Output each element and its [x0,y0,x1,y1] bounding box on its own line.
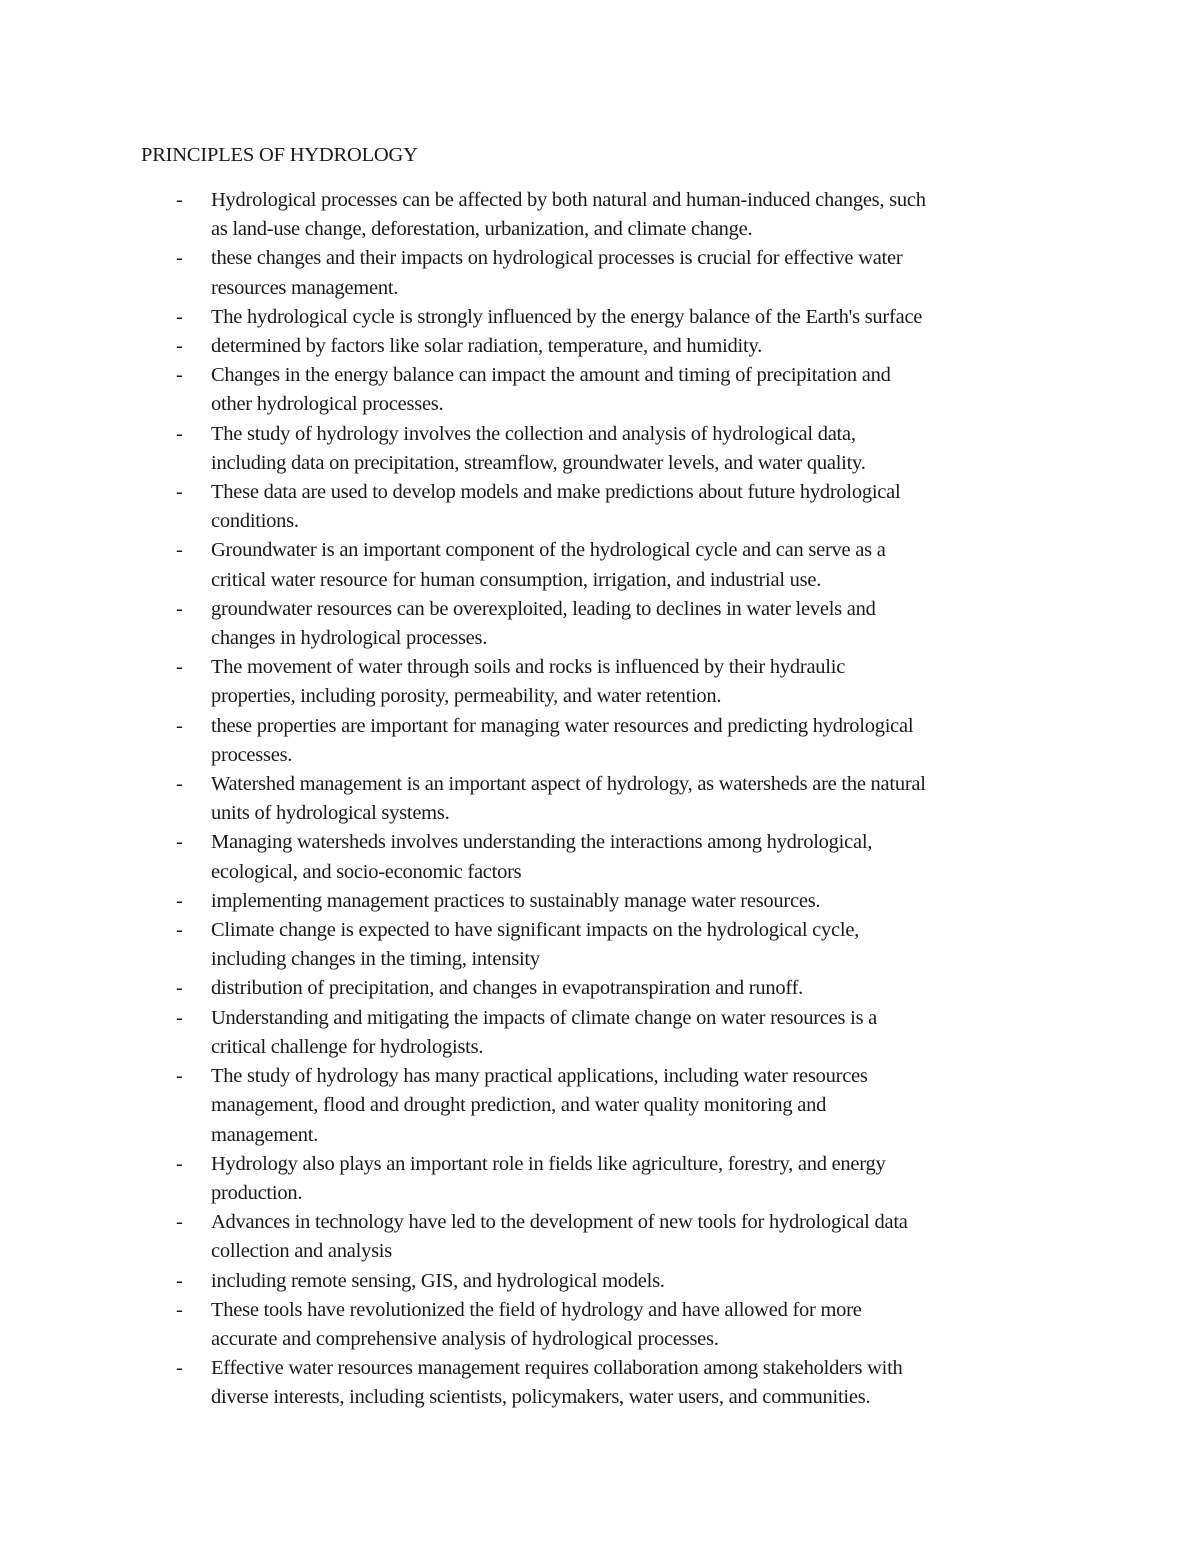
bullet-item [0,244,1071,302]
bullet-text-line: The movement of water through soils and rocks is influenced by their hydraulic [211,656,846,679]
bullet-text-line: management, flood and drought prediction, and water quality monitoring and [211,1094,827,1117]
bullet-text-line: critical water resource for human consumption, irrigation, and industrial use. [211,568,822,591]
bullet-dash: - [176,247,183,270]
document-title: PRINCIPLES OF HYDROLOGY [141,144,418,166]
bullet-dash: - [176,1065,183,1088]
bullet-item [0,887,1071,916]
bullet-item [0,653,1071,711]
bullet-dash: - [176,597,183,620]
bullet-item [0,1004,1071,1062]
bullet-item [0,1208,1071,1266]
bullet-item [0,1150,1071,1208]
bullet-item [0,974,1071,1003]
bullet-dash: - [176,539,183,562]
bullet-item [0,916,1071,974]
bullet-text-line: critical challenge for hydrologists. [211,1035,484,1058]
bullet-text-line: implementing management practices to sustainably manage water resources. [211,889,821,912]
bullet-text-line: Hydrological processes can be affected by both natural and human-induced changes, such [211,189,926,211]
bullet-item [0,828,1071,886]
bullet-dash: - [176,481,183,504]
bullet-dash: - [176,773,183,796]
bullet-dash: - [176,889,183,912]
bullet-dash: - [176,977,183,1000]
bullet-text-line: properties, including porosity, permeability, and water retention. [211,685,722,708]
bullet-item [0,536,1071,594]
bullet-text-line: including changes in the timing, intensity [211,948,540,971]
bullet-dash: - [176,305,183,328]
bullet-dash: - [176,364,183,387]
bullet-dash: - [176,335,183,358]
bullet-item [0,332,1071,361]
bullet-text-line: Watershed management is an important aspect of hydrology, as watersheds are the natural [211,773,926,796]
bullet-text-line: diverse interests, including scientists, policymakers, water users, and communities. [211,1386,871,1409]
bullet-item [0,186,1071,244]
bullet-text-line: These tools have revolutionized the field of hydrology and have allowed for more [211,1298,862,1321]
bullet-item [0,1267,1071,1296]
bullet-text-line: The hydrological cycle is strongly influenced by the energy balance of the Earth's surface [211,305,923,328]
bullet-dash: - [176,1152,183,1175]
bullet-dash: - [176,1211,183,1234]
bullet-dash: - [176,1269,183,1292]
bullet-item [0,1354,1071,1412]
bullet-text-line: These data are used to develop models and make predictions about future hydrological [211,481,901,504]
bullet-text-line: Advances in technology have led to the development of new tools for hydrological data [211,1211,908,1234]
bullet-text-line: Groundwater is an important component of the hydrological cycle and can serve as a [211,539,886,562]
bullet-text-line: accurate and comprehensive analysis of hydrological processes. [211,1327,719,1350]
bullet-text-line: processes. [211,743,293,766]
bullet-item [0,770,1071,828]
bullet-item [0,1062,1071,1150]
bullet-text-line: Understanding and mitigating the impacts of climate change on water resources is a [211,1006,878,1029]
bullet-list [0,186,1200,1413]
bullet-dash: - [176,714,183,737]
bullet-text-line: including data on precipitation, streamflow, groundwater levels, and water quality. [211,451,866,474]
bullet-text-line: conditions. [211,510,299,533]
bullet-text-line: Changes in the energy balance can impact the amount and timing of precipitation and [211,364,891,387]
bullet-dash: - [176,1006,183,1029]
bullet-text-line: other hydrological processes. [211,393,444,416]
bullet-text-line: units of hydrological systems. [211,802,450,825]
bullet-text-line: distribution of precipitation, and changes in evapotranspiration and runoff. [211,977,804,1000]
bullet-dash: - [176,189,183,211]
bullet-text-line: including remote sensing, GIS, and hydrological models. [211,1269,665,1292]
bullet-item [0,712,1071,770]
bullet-text-line: as land-use change, deforestation, urbanization, and climate change. [211,218,753,241]
bullet-dash: - [176,1298,183,1321]
bullet-text-line: these properties are important for managing water resources and predicting hydrological [211,714,914,737]
bullet-text-line: The study of hydrology involves the collection and analysis of hydrological data, [211,422,856,445]
bullet-item [0,1296,1071,1354]
bullet-text-line: Managing watersheds involves understanding the interactions among hydrological, [211,831,873,854]
bullet-text-line: production. [211,1181,303,1204]
bullet-text-line: these changes and their impacts on hydrological processes is crucial for effective water [211,247,903,270]
bullet-text-line: Hydrology also plays an important role in fields like agriculture, forestry, and energy [211,1152,886,1175]
bullet-item [0,361,1071,419]
bullet-dash: - [176,656,183,679]
bullet-dash: - [176,1357,183,1380]
bullet-text-line: Effective water resources management requires collaboration among stakeholders with [211,1357,903,1380]
bullet-text-line: groundwater resources can be overexploited, leading to declines in water levels and [211,597,876,620]
bullet-item [0,303,1071,332]
bullet-text-line: management. [211,1123,319,1146]
bullet-text-line: Climate change is expected to have significant impacts on the hydrological cycle, [211,919,860,942]
bullet-text-line: The study of hydrology has many practical applications, including water resources [211,1065,868,1088]
bullet-dash: - [176,422,183,445]
bullet-text-line: ecological, and socio-economic factors [211,860,522,883]
bullet-text-line: resources management. [211,276,399,299]
bullet-text-line: determined by factors like solar radiation, temperature, and humidity. [211,335,762,358]
bullet-text-line: collection and analysis [211,1240,392,1263]
bullet-dash: - [176,831,183,854]
bullet-item [0,595,1071,653]
bullet-item [0,478,1071,536]
bullet-text-line: changes in hydrological processes. [211,627,488,650]
bullet-dash: - [176,919,183,942]
bullet-item [0,420,1071,478]
